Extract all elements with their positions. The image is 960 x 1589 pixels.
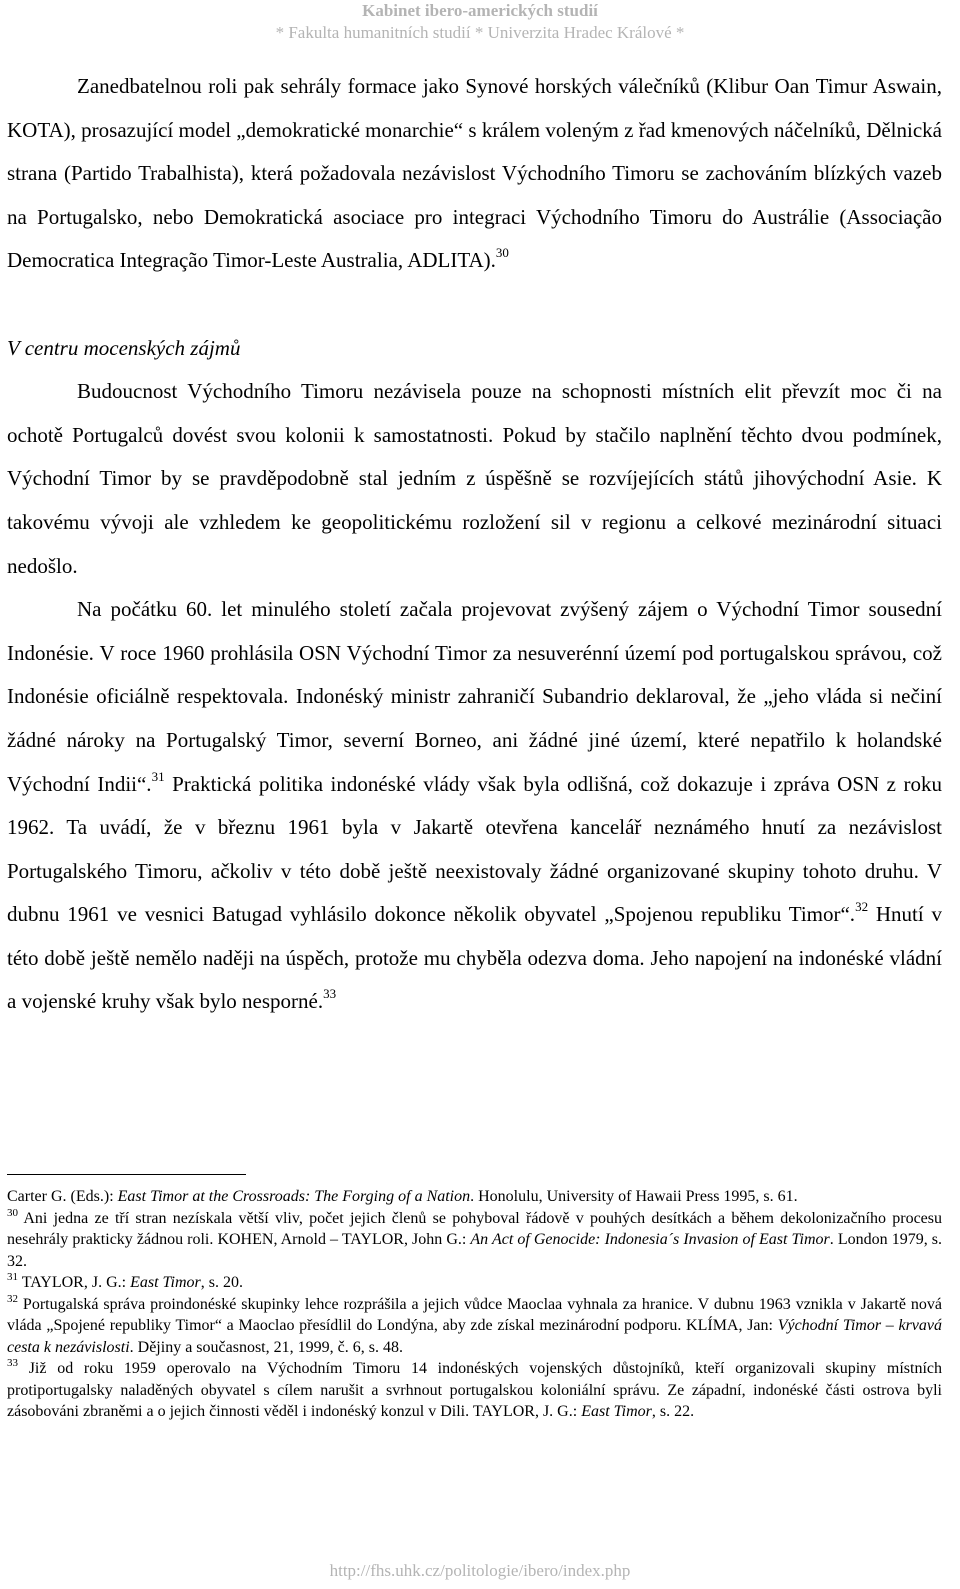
footnote-33 — [7, 1358, 942, 1423]
footnote-30-tail: . London 1979, s. 32. — [7, 1231, 943, 1270]
footnote-ref-31[interactable]: 31 — [151, 768, 165, 784]
footnote-30-number: 30 — [7, 1206, 18, 1219]
header-institute: Kabinet ibero-amerických studií — [362, 1, 598, 20]
paragraph-3-part2: Praktická politika indonéské vlády však byla odlišná, což dokazuje i zpráva OSN z roku 1962. Ta uvádí, že v březnu 1961 byla v Jakartě otevřena kancelář neznámého hnutí za nezávislost Portugalského Timoru, ačkoliv v této době ještě neexistovaly žádné organizované skupiny tohoto druhu. V dubnu 1961 ve vesnici Batugad vyhlásilo dokonce několik obyvatel „Spojenou republiku Timor“. — [7, 771, 942, 927]
footnote-continued-text: Carter G. (Eds.): — [7, 1188, 118, 1205]
page-footer-url[interactable]: http://fhs.uhk.cz/politologie/ibero/index.php — [329, 1561, 631, 1580]
footnote-31-title: East Timor — [130, 1274, 201, 1291]
footnote-ref-30[interactable]: 30 — [495, 245, 509, 261]
footnote-31-tail: , s. 20. — [200, 1274, 243, 1291]
section-heading: V centru mocenských zájmů — [7, 335, 241, 360]
footnote-ref-33[interactable]: 33 — [323, 986, 337, 1002]
footnote-continued-title: East Timor at the Crossroads: The Forging of a Nation — [117, 1188, 471, 1205]
header-faculty: * Fakulta humanitních studií * Univerzita Hradec Králové * — [275, 23, 685, 42]
paragraph-3-part1: Na počátku 60. let minulého století začala projevovat zvýšený zájem o Východní Timor sousední Indonésie. V roce 1960 prohlásila OSN Východní Timor za nesuverénní území pod portugalskou správou, což Indonésie oficiálně respektovala. Indonéský ministr zahraničí Subandrio deklaroval, že „jeho vláda si nečiní žádné nároky na Portugalský Timor, severní Borneo, ani žádné jiné území, které nepatřilo k holandské Východní Indii“. — [7, 597, 942, 796]
paragraph-1 — [7, 65, 942, 283]
footnote-32-title: Východní Timor – krvavá cesta k nezávislosti — [7, 1317, 942, 1356]
footnote-33-number: 33 — [7, 1357, 18, 1369]
paragraph-1-text: Zanedbatelnou roli pak sehrály formace jako Synové horských válečníků (Klibur Oan Timur Aswain, KOTA), prosazující model „demokratické monarchie“ s králem voleným z řad kmenových náčelníků, Dělnická strana (Partido Trabalhista), která požadovala nezávislost Východního Timoru se zachováním blízkých vazeb na Portugalsko, nebo Demokratická asociace pro integraci Východního Timoru do Austrálie (Associação Democratica Integração Timor-Leste Australia, ADLITA). — [7, 74, 942, 273]
footnote-30 — [7, 1208, 942, 1273]
page-header — [0, 0, 960, 44]
footnote-continued-tail: . Honolulu, University of Hawaii Press 1995, s. 61. — [470, 1188, 798, 1205]
paragraph-3 — [7, 588, 942, 1024]
footnote-32-number: 32 — [7, 1292, 18, 1305]
footnote-33-text: Již od roku 1959 operovalo na Východním Timoru 14 indonéských vojenských důstojníků, kteří organizovali skupiny místních protiportugalsky naladěných obyvatel s cílem narušit a svrhnout portugalskou koloniální správu. Ze západní, indonéské části ostrova byli zásobováni zbraněmi a o jejich činnosti věděl i indonéský konzul v Dili. TAYLOR, J. G.: — [7, 1360, 942, 1420]
footnote-separator — [7, 1174, 246, 1175]
main-text — [7, 65, 942, 1024]
footnote-33-title: East Timor — [581, 1403, 652, 1420]
footnote-32-tail: . Dějiny a současnost, 21, 1999, č. 6, s. 48. — [129, 1338, 403, 1356]
footnote-ref-32[interactable]: 32 — [855, 899, 869, 915]
footnote-32-text: Portugalská správa proindonéské skupinky lehce rozprášila a jejich vůdce Maoclaa vyhnala za hranice. V dubnu 1963 vznikla v Jakartě nová vláda „Spojené republiky Timor“ a Maoclao přesídlil do Londýna, aby zde získal mezinárodní podporu. KLÍMA, Jan: — [7, 1295, 942, 1334]
footnote-32 — [7, 1294, 942, 1359]
footnote-31-text: TAYLOR, J. G.: — [18, 1274, 131, 1291]
footnote-continued — [7, 1186, 942, 1208]
footnote-31-number: 31 — [7, 1271, 18, 1283]
footnote-33-tail: , s. 22. — [651, 1403, 695, 1420]
paragraph-2: Budoucnost Východního Timoru nezávisela pouze na schopnosti místních elit převzít moc či na ochotě Portugalců dovést svou kolonii k samostatnosti. Pokud by stačilo naplnění těchto dvou podmínek, Východní Timor by se pravděpodobně stal jedním z úspěšně se rozvíjejících států jihovýchodní Asie. K takovému vývoji ale vzhledem ke geopolitickému rozložení sil v regionu a celkové mezinárodní situaci nedošlo. — [7, 379, 942, 578]
footnotes — [7, 1186, 942, 1423]
paragraph-3-part3: Hnutí v této době ještě nemělo naději na úspěch, protože mu chyběla odezva doma. Jeho napojení na indonéské vládní a vojenské kruhy však bylo nesporné. — [7, 902, 942, 1014]
footnote-31 — [7, 1272, 942, 1294]
footnote-30-text: Ani jedna ze tří stran nezískala větší vliv, počet jejich členů se pohyboval řádově v pouhých desítkách a během dekolonizačního procesu nesehrály prakticky žádnou roli. KOHEN, Arnold – TAYLOR, John G.: — [7, 1209, 942, 1248]
footnote-30-title: An Act of Genocide: Indonesia´s Invasion of East Timor — [470, 1231, 830, 1248]
